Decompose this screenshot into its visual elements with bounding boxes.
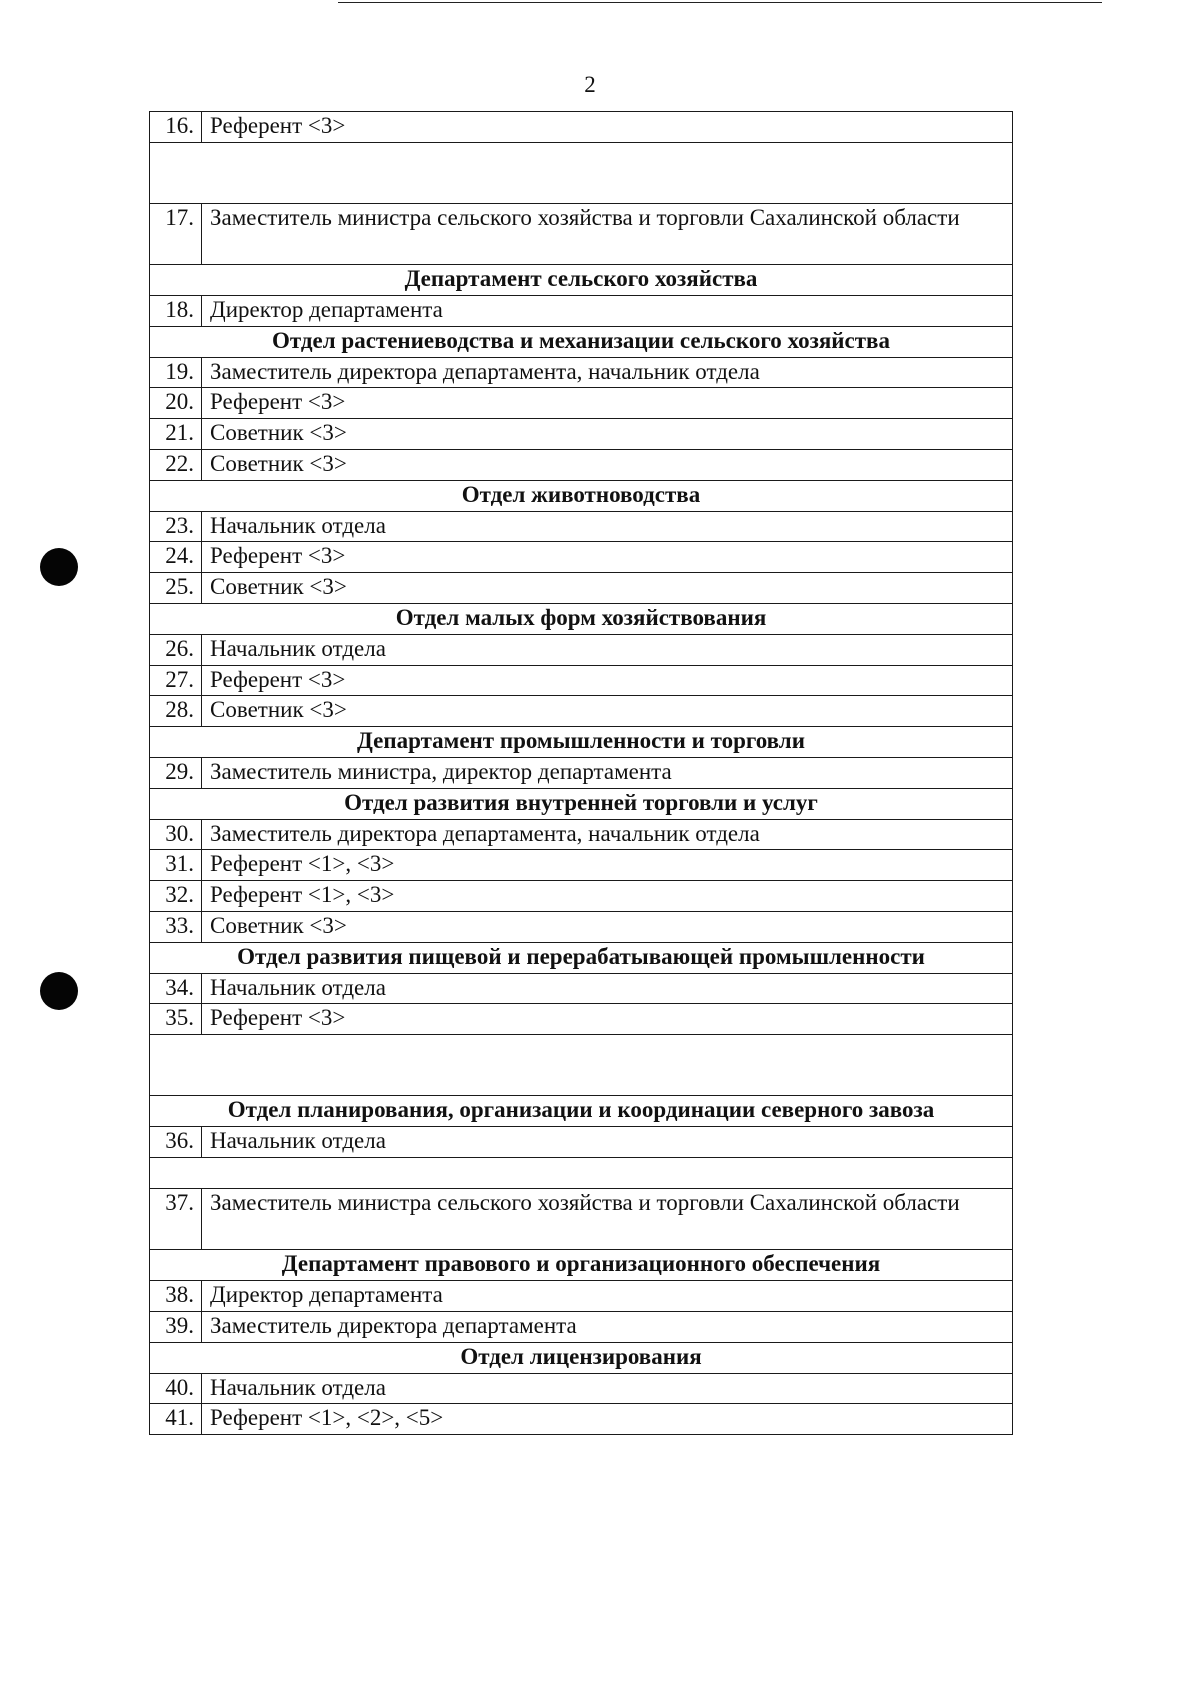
position-title: Референт <3> — [202, 665, 1013, 696]
punch-hole — [40, 972, 78, 1010]
row-number: 31. — [150, 850, 202, 881]
row-number: 40. — [150, 1373, 202, 1404]
position-title: Заместитель директора департамента, начальник отдела — [202, 819, 1013, 850]
position-title: Референт <1>, <2>, <5> — [202, 1404, 1013, 1435]
row-number: 36. — [150, 1127, 202, 1158]
table-row — [150, 1311, 1013, 1342]
position-title: Заместитель министра сельского хозяйства и торговли Сахалинской области — [202, 203, 1013, 265]
row-number: 39. — [150, 1311, 202, 1342]
table-row — [150, 1127, 1013, 1158]
position-title: Референт <3> — [202, 1004, 1013, 1035]
section-heading-row — [150, 942, 1013, 973]
table-row — [150, 973, 1013, 1004]
position-title: Советник <3> — [202, 696, 1013, 727]
section-heading: Отдел малых форм хозяйствования — [150, 604, 1013, 635]
row-number: 26. — [150, 634, 202, 665]
section-heading-row — [150, 1342, 1013, 1373]
table-row — [150, 1404, 1013, 1435]
table-row — [150, 665, 1013, 696]
position-title: Референт <1>, <3> — [202, 850, 1013, 881]
position-title: Советник <3> — [202, 450, 1013, 481]
table-row — [150, 419, 1013, 450]
row-number: 16. — [150, 112, 202, 143]
section-heading: Отдел планирования, организации и координации северного завоза — [150, 1096, 1013, 1127]
table-row — [150, 634, 1013, 665]
section-heading: Отдел развития внутренней торговли и услуг — [150, 788, 1013, 819]
position-title: Заместитель директора департамента — [202, 1311, 1013, 1342]
blank-cell — [150, 142, 1013, 203]
table-row — [150, 819, 1013, 850]
row-number: 37. — [150, 1188, 202, 1250]
page-number: 2 — [584, 72, 596, 97]
position-title: Директор департамента — [202, 296, 1013, 327]
row-number: 28. — [150, 696, 202, 727]
row-number: 17. — [150, 203, 202, 265]
position-title: Советник <3> — [202, 419, 1013, 450]
table-row — [150, 450, 1013, 481]
section-heading-row — [150, 604, 1013, 635]
section-heading-row — [150, 727, 1013, 758]
row-number: 33. — [150, 912, 202, 943]
table-row — [150, 912, 1013, 943]
section-heading-row — [150, 326, 1013, 357]
row-number: 20. — [150, 388, 202, 419]
table-row — [150, 1004, 1013, 1035]
row-number: 32. — [150, 881, 202, 912]
positions-table — [149, 111, 1013, 1435]
table-row — [150, 696, 1013, 727]
blank-cell — [150, 1035, 1013, 1096]
table-row — [150, 573, 1013, 604]
blank-row — [150, 1035, 1013, 1096]
position-title: Референт <3> — [202, 388, 1013, 419]
section-heading-row — [150, 1096, 1013, 1127]
table-row — [150, 511, 1013, 542]
blank-row — [150, 1157, 1013, 1188]
top-border-line — [338, 2, 1102, 3]
section-heading: Департамент сельского хозяйства — [150, 265, 1013, 296]
table-row — [150, 203, 1013, 265]
table-row — [150, 881, 1013, 912]
position-title: Начальник отдела — [202, 1373, 1013, 1404]
section-heading: Отдел растениеводства и механизации сельского хозяйства — [150, 326, 1013, 357]
row-number: 27. — [150, 665, 202, 696]
table-row — [150, 112, 1013, 143]
row-number: 35. — [150, 1004, 202, 1035]
section-heading: Отдел животноводства — [150, 480, 1013, 511]
position-title: Советник <3> — [202, 912, 1013, 943]
row-number: 41. — [150, 1404, 202, 1435]
table-row — [150, 850, 1013, 881]
row-number: 34. — [150, 973, 202, 1004]
table-row — [150, 1188, 1013, 1250]
section-heading: Департамент промышленности и торговли — [150, 727, 1013, 758]
table-row — [150, 1281, 1013, 1312]
table-row — [150, 388, 1013, 419]
position-title: Начальник отдела — [202, 634, 1013, 665]
position-title: Начальник отдела — [202, 511, 1013, 542]
section-heading-row — [150, 788, 1013, 819]
section-heading: Отдел лицензирования — [150, 1342, 1013, 1373]
table-row — [150, 357, 1013, 388]
row-number: 19. — [150, 357, 202, 388]
position-title: Советник <3> — [202, 573, 1013, 604]
row-number: 24. — [150, 542, 202, 573]
position-title: Начальник отдела — [202, 1127, 1013, 1158]
section-heading: Департамент правового и организационного обеспечения — [150, 1250, 1013, 1281]
section-heading-row — [150, 265, 1013, 296]
table-row — [150, 758, 1013, 789]
position-title: Заместитель министра сельского хозяйства и торговли Сахалинской области — [202, 1188, 1013, 1250]
table-row — [150, 296, 1013, 327]
position-title: Референт <3> — [202, 112, 1013, 143]
row-number: 22. — [150, 450, 202, 481]
row-number: 18. — [150, 296, 202, 327]
punch-hole — [40, 548, 78, 586]
position-title: Начальник отдела — [202, 973, 1013, 1004]
row-number: 23. — [150, 511, 202, 542]
table-row — [150, 542, 1013, 573]
section-heading: Отдел развития пищевой и перерабатывающей промышленности — [150, 942, 1013, 973]
row-number: 30. — [150, 819, 202, 850]
position-title: Заместитель директора департамента, начальник отдела — [202, 357, 1013, 388]
blank-cell — [150, 1157, 1013, 1188]
position-title: Референт <1>, <3> — [202, 881, 1013, 912]
blank-row — [150, 142, 1013, 203]
row-number: 21. — [150, 419, 202, 450]
position-title: Референт <3> — [202, 542, 1013, 573]
row-number: 29. — [150, 758, 202, 789]
section-heading-row — [150, 480, 1013, 511]
position-title: Директор департамента — [202, 1281, 1013, 1312]
row-number: 38. — [150, 1281, 202, 1312]
position-title: Заместитель министра, директор департамента — [202, 758, 1013, 789]
row-number: 25. — [150, 573, 202, 604]
table-row — [150, 1373, 1013, 1404]
section-heading-row — [150, 1250, 1013, 1281]
